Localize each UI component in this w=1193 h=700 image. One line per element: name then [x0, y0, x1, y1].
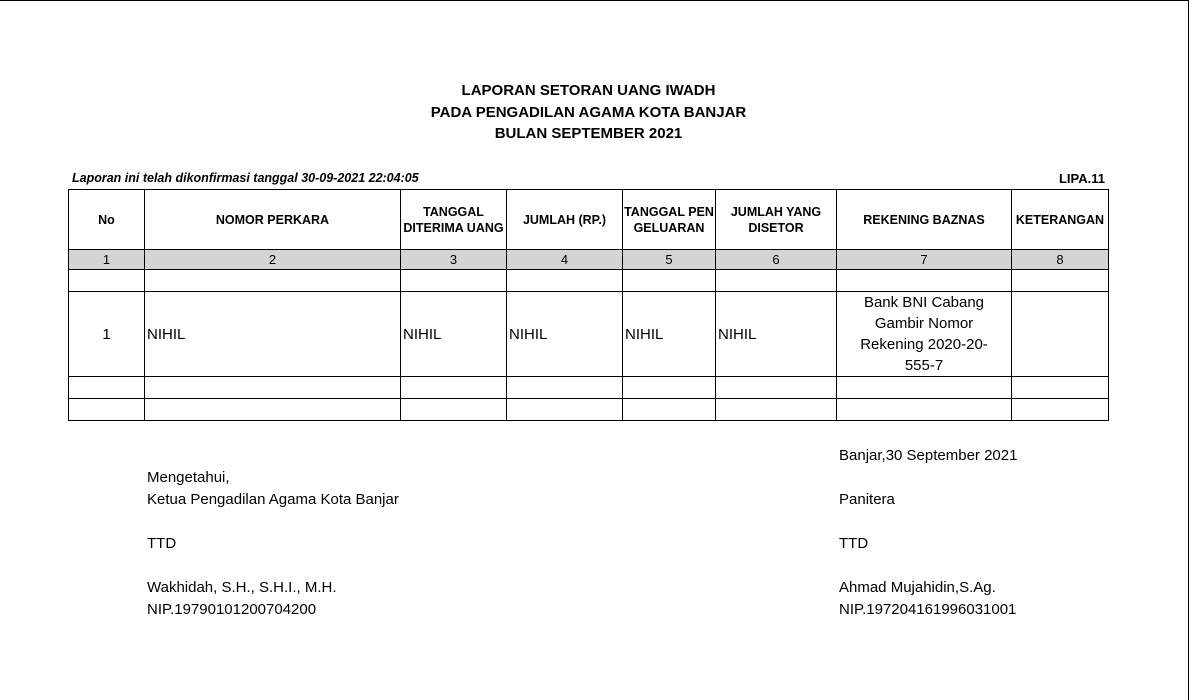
left-nip: NIP.19790101200704200 [147, 601, 317, 618]
report-code: LIPA.11 [1058, 171, 1105, 186]
title-line-3: BULAN SEPTEMBER 2021 [494, 125, 683, 142]
column-number: 6 [716, 250, 837, 270]
left-signature-block [147, 467, 399, 621]
column-number-row [69, 250, 1109, 270]
header-tanggal-diterima: TANGGAL DITERIMA UANG [401, 190, 507, 250]
cell-nomor-perkara: NIHIL [145, 292, 401, 377]
right-ttd: TTD [839, 535, 869, 552]
header-nomor-perkara: NOMOR PERKARA [145, 190, 401, 250]
column-number: 7 [837, 250, 1012, 270]
header-tanggal-pengeluaran: TANGGAL PENGELUARAN [623, 190, 716, 250]
left-position: Ketua Pengadilan Agama Kota Banjar [147, 491, 399, 508]
header-keterangan: KETERANGAN [1012, 190, 1109, 250]
table-header-row [69, 190, 1109, 250]
cell-jumlah-disetor: NIHIL [716, 292, 837, 377]
cell-tanggal-diterima: NIHIL [401, 292, 507, 377]
table-row [69, 292, 1109, 377]
title-line-1: LAPORAN SETORAN UANG IWADH [461, 82, 716, 99]
header-no: No [69, 190, 145, 250]
acknowledge-text: Mengetahui, [147, 469, 230, 486]
column-number: 5 [623, 250, 716, 270]
report-table [68, 189, 1109, 421]
column-number: 2 [145, 250, 401, 270]
header-rekening-baznas: REKENING BAZNAS [837, 190, 1012, 250]
left-ttd: TTD [147, 535, 177, 552]
cell-jumlah: NIHIL [507, 292, 623, 377]
title-line-2: PADA PENGADILAN AGAMA KOTA BANJAR [430, 103, 747, 121]
cell-no: 1 [69, 292, 145, 377]
right-signature-block [839, 445, 1017, 621]
header-jumlah: JUMLAH (RP.) [507, 190, 623, 250]
confirmation-text: Laporan ini telah dikonfirmasi tanggal 30-09-2021 22:04:05 [72, 171, 419, 185]
blank-row [69, 399, 1109, 421]
column-number: 8 [1012, 250, 1109, 270]
cell-keterangan [1012, 292, 1109, 377]
place-date: Banjar,30 September 2021 [839, 447, 1018, 464]
cell-rekening-baznas: Bank BNI Cabang Gambir Nomor Rekening 2020-20-555-7 [837, 292, 1012, 377]
cell-tanggal-pengeluaran: NIHIL [623, 292, 716, 377]
column-number: 1 [69, 250, 145, 270]
header-jumlah-disetor: JUMLAH YANG DISETOR [716, 190, 837, 250]
left-name: Wakhidah, S.H., S.H.I., M.H. [147, 579, 337, 596]
blank-row [69, 377, 1109, 399]
column-number: 4 [507, 250, 623, 270]
right-nip: NIP.197204161996031001 [839, 601, 1017, 618]
column-number: 3 [401, 250, 507, 270]
right-name: Ahmad Mujahidin,S.Ag. [839, 579, 996, 596]
report-title [0, 80, 1177, 145]
right-position: Panitera [839, 491, 895, 508]
blank-row [69, 270, 1109, 292]
